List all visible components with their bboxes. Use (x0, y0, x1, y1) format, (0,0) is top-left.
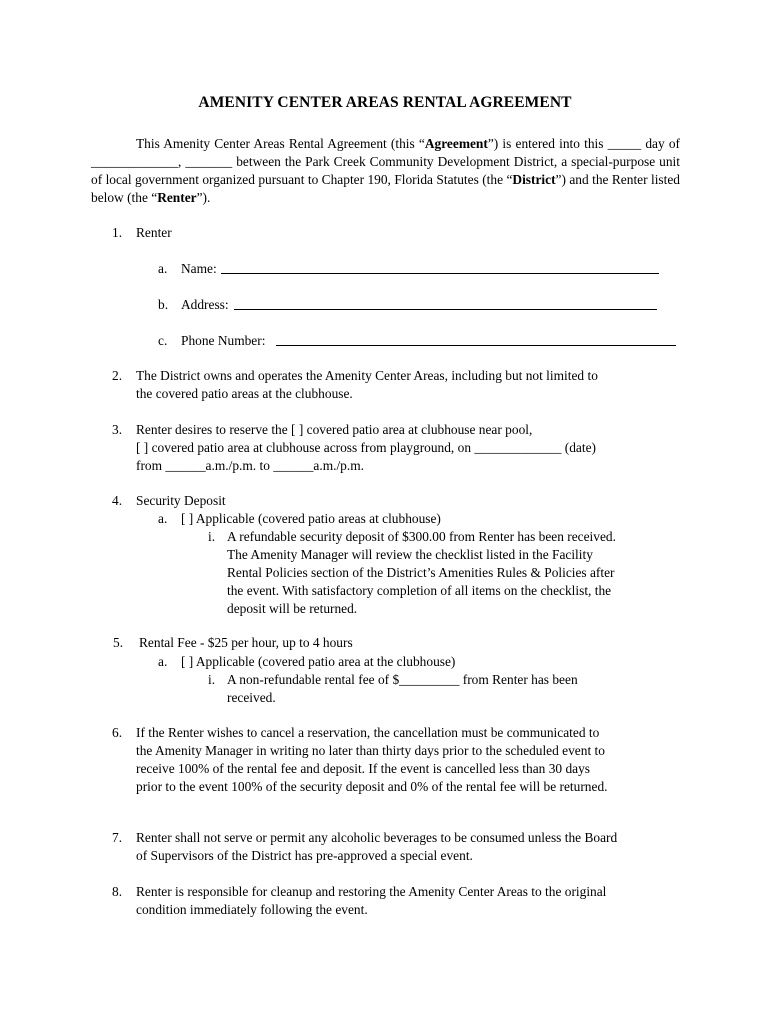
term-agreement: Agreement (424, 136, 488, 151)
intro-paragraph (91, 135, 680, 207)
intro-text-4: ”). (196, 190, 211, 205)
section-4a-letter: a. (158, 511, 168, 526)
section-3-line-3: from ______a.m./p.m. to ______a.m./p.m. (136, 458, 364, 473)
renter-phone-label: Phone Number: (181, 333, 266, 348)
renter-address-label: Address: (181, 297, 229, 312)
section-3-line-2: [ ] covered patio area at clubhouse across from playground, on _____________ (date) (136, 440, 596, 455)
section-4-heading: Security Deposit (136, 493, 226, 508)
renter-phone-letter: c. (158, 333, 168, 348)
section-6-line-1: If the Renter wishes to cancel a reservation, the cancellation must be communicated to (136, 725, 600, 740)
section-5ai-line-1: A non-refundable rental fee of $_________ from Renter has been (227, 672, 578, 687)
section-5-heading: Rental Fee - $25 per hour, up to 4 hours (139, 635, 353, 650)
intro-text-1: This Amenity Center Areas Rental Agreement (this “ (136, 136, 425, 151)
section-4a-text: [ ] Applicable (covered patio areas at clubhouse) (181, 511, 441, 526)
section-1-heading: Renter (136, 225, 172, 240)
term-district: District (512, 172, 556, 187)
section-7-line-1: Renter shall not serve or permit any alcoholic beverages to be consumed unless the Board (136, 830, 618, 845)
intro-text-3: ”) and the Renter listed below (the “ (91, 172, 680, 205)
section-5a-text: [ ] Applicable (covered patio area at the clubhouse) (181, 654, 456, 669)
renter-address-field[interactable] (234, 309, 657, 310)
section-4ai-line-1: A refundable security deposit of $300.00 from Renter has been received. (227, 529, 616, 544)
section-4ai-line-4: the event. With satisfactory completion of all items on the checklist, the (227, 583, 612, 598)
renter-name-letter: a. (158, 261, 168, 276)
section-7-number: 7. (112, 830, 123, 845)
section-7-line-2: of Supervisors of the District has pre-approved a special event. (136, 848, 473, 863)
section-6-line-3: receive 100% of the rental fee and deposit. If the event is cancelled less than 30 days (136, 761, 590, 776)
section-1-number: 1. (112, 225, 123, 240)
section-4ai-number: i. (208, 529, 216, 544)
section-5-number: 5. (113, 635, 124, 650)
section-8-line-2: condition immediately following the event. (136, 902, 368, 917)
renter-name-field[interactable] (221, 273, 659, 274)
section-4-number: 4. (112, 493, 123, 508)
term-renter: Renter (157, 190, 197, 205)
section-3-number: 3. (112, 422, 123, 437)
section-2-line-1: The District owns and operates the Amenity Center Areas, including but not limited to (136, 368, 598, 383)
renter-phone-field[interactable] (276, 345, 676, 346)
section-6-number: 6. (112, 725, 123, 740)
section-6-line-2: the Amenity Manager in writing no later than thirty days prior to the scheduled event to (136, 743, 605, 758)
section-3-line-1: Renter desires to reserve the [ ] covered patio area at clubhouse near pool, (136, 422, 533, 437)
section-8-line-1: Renter is responsible for cleanup and restoring the Amenity Center Areas to the original (136, 884, 607, 899)
section-5ai-line-2: received. (227, 690, 276, 705)
section-4ai-line-5: deposit will be returned. (227, 601, 358, 616)
section-6-line-4: prior to the event 100% of the security deposit and 0% of the rental fee will be returned. (136, 779, 608, 794)
section-5ai-number: i. (208, 672, 216, 687)
section-2-number: 2. (112, 368, 123, 383)
section-5a-letter: a. (158, 654, 168, 669)
section-8-number: 8. (112, 884, 123, 899)
renter-address-letter: b. (158, 297, 169, 312)
document-title: AMENITY CENTER AREAS RENTAL AGREEMENT (198, 94, 572, 111)
renter-name-label: Name: (181, 261, 217, 276)
section-2-line-2: the covered patio areas at the clubhouse. (136, 386, 353, 401)
intro-text-2: ”) is entered into this _____ day of _____________, _______ between the Park Creek Community Development District, a special-purpose unit of local government organized pursuant to Chapter 190, Florida Statutes (the “ (91, 136, 680, 187)
section-4ai-line-3: Rental Policies section of the District’s Amenities Rules & Policies after (227, 565, 615, 580)
section-4ai-line-2: The Amenity Manager will review the checklist listed in the Facility (227, 547, 593, 562)
